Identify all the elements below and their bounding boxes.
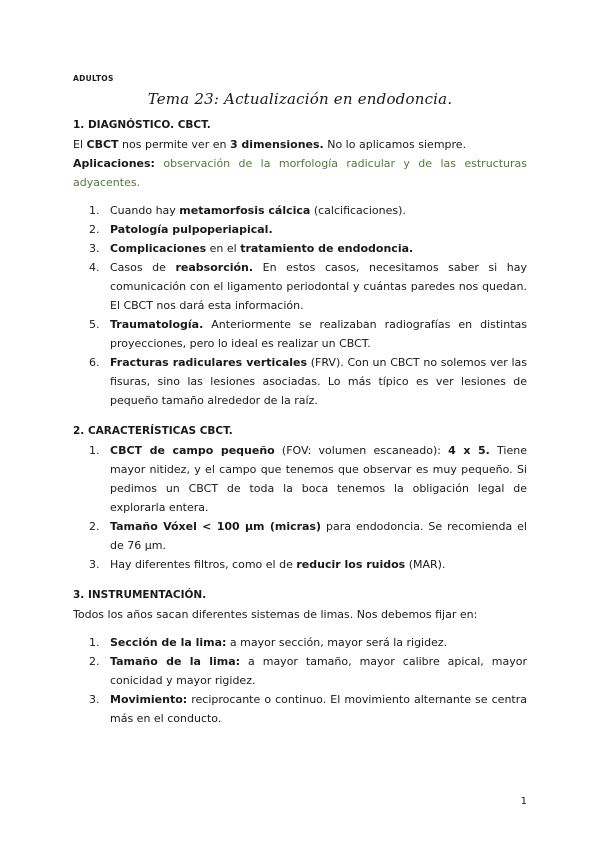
bold-run: Complicaciones: [110, 242, 207, 255]
text-run: nos permite ver en: [118, 138, 230, 151]
text-run: Tiene mayor nitidez, y el campo que tenemos que observar es muy pequeño. Si pedimos un CBCT de toda la boca tenemos la obligación legal de explorarla entera.: [110, 444, 527, 514]
document-body: [73, 116, 527, 728]
list-item: [73, 690, 527, 728]
text-run: Cuando hay: [110, 204, 180, 217]
bold-run: Patología pulpoperiapical.: [110, 223, 273, 236]
bold-run: Tamaño de la lima:: [110, 655, 241, 668]
bold-run: tratamiento de endodoncia.: [240, 242, 414, 255]
list-number: 4.: [89, 261, 100, 274]
list-caracteristicas: [73, 441, 527, 574]
list-number: 2.: [89, 520, 100, 533]
list-item: [73, 441, 527, 517]
text-run: Hay diferentes filtros, como el de: [110, 558, 297, 571]
bold-run: Movimiento:: [110, 693, 188, 706]
list-instrumentacion: [73, 633, 527, 728]
highlight-text: observación de la morfología radicular y de las estructuras adyacentes.: [73, 157, 527, 189]
text-run: a mayor sección, mayor será la rigidez.: [226, 636, 448, 649]
list-number: 2.: [89, 655, 100, 668]
list-number: 1.: [89, 444, 100, 457]
list-number: 5.: [89, 318, 100, 331]
bold-run: 3 dimensiones.: [229, 138, 324, 151]
bold-run: Aplicaciones:: [73, 157, 155, 170]
text-run: En estos casos, necesitamos saber si hay comunicación con el ligamento periodontal y cuántas paredes nos quedan. El CBCT nos dará esta información.: [110, 261, 528, 312]
list-aplicaciones: [73, 201, 527, 410]
list-number: 3.: [89, 242, 100, 255]
bold-run: Sección de la lima:: [110, 636, 227, 649]
text-run: No lo aplicamos siempre.: [323, 138, 467, 151]
list-item: [73, 239, 527, 258]
paragraph-cbct-intro: [73, 135, 527, 154]
page-title: Tema 23: Actualización en endodoncia.: [147, 90, 453, 108]
text-run: en el: [206, 242, 241, 255]
text-run: El: [73, 138, 87, 151]
text-run: reciprocante o continuo. El movimiento alternante se centra más en el conducto.: [110, 693, 527, 725]
list-number: 3.: [89, 693, 100, 706]
list-item: [73, 633, 527, 652]
list-item: [73, 555, 527, 574]
list-item: [73, 201, 527, 220]
bold-run: CBCT: [86, 138, 119, 151]
section-heading-diagnostico: 1. DIAGNÓSTICO. CBCT.: [73, 119, 211, 131]
text-run: (FRV). Con un CBCT no solemos ver las fisuras, sino las lesiones asociadas. Lo más típico es ver lesiones de pequeño tamaño alrededor de la raíz.: [110, 356, 527, 407]
section-heading-instrumentacion: 3. INSTRUMENTACIÓN.: [73, 589, 207, 601]
bold-run: 4 x 5.: [448, 444, 490, 457]
section-heading-caracteristicas: 2. CARACTERÍSTICAS CBCT.: [73, 425, 233, 437]
list-number: 1.: [89, 204, 100, 217]
page-number: 1: [520, 796, 527, 807]
list-number: 1.: [89, 636, 100, 649]
text-run: (calcificaciones).: [310, 204, 406, 217]
text-run: a mayor tamaño, mayor calibre apical, mayor conicidad y mayor rigidez.: [110, 655, 527, 687]
list-number: 2.: [89, 223, 100, 236]
bold-run: Traumatología.: [110, 318, 204, 331]
list-item: [73, 315, 527, 353]
bold-run: CBCT de campo pequeño: [110, 444, 275, 457]
bold-run: Fracturas radiculares verticales: [110, 356, 308, 369]
bold-run: Tamaño Vóxel < 100 µm (micras): [110, 520, 322, 533]
paragraph-aplicaciones: [73, 154, 527, 192]
list-number: 3.: [89, 558, 100, 571]
bold-run: metamorfosis cálcica: [179, 204, 311, 217]
list-item: [73, 353, 527, 410]
text-run: para endodoncia. Se recomienda el de 76 µm.: [110, 520, 527, 552]
bold-run: reducir los ruidos: [296, 558, 406, 571]
text-run: (MAR).: [405, 558, 446, 571]
paragraph-instrumentacion-intro: Todos los años sacan diferentes sistemas de limas. Nos debemos fijar en:: [73, 608, 478, 621]
list-number: 6.: [89, 356, 100, 369]
bold-run: reabsorción.: [175, 261, 254, 274]
text-run: Casos de: [110, 261, 176, 274]
list-item: [73, 652, 527, 690]
list-item: [73, 258, 527, 315]
list-item: [73, 517, 527, 555]
running-header: ADULTOS: [73, 74, 114, 83]
text-run: (FOV: volumen escaneado):: [274, 444, 449, 457]
list-item: [73, 220, 527, 239]
text-run: Anteriormente se realizaban radiografías en distintas proyecciones, pero lo ideal es realizar un CBCT.: [110, 318, 527, 350]
